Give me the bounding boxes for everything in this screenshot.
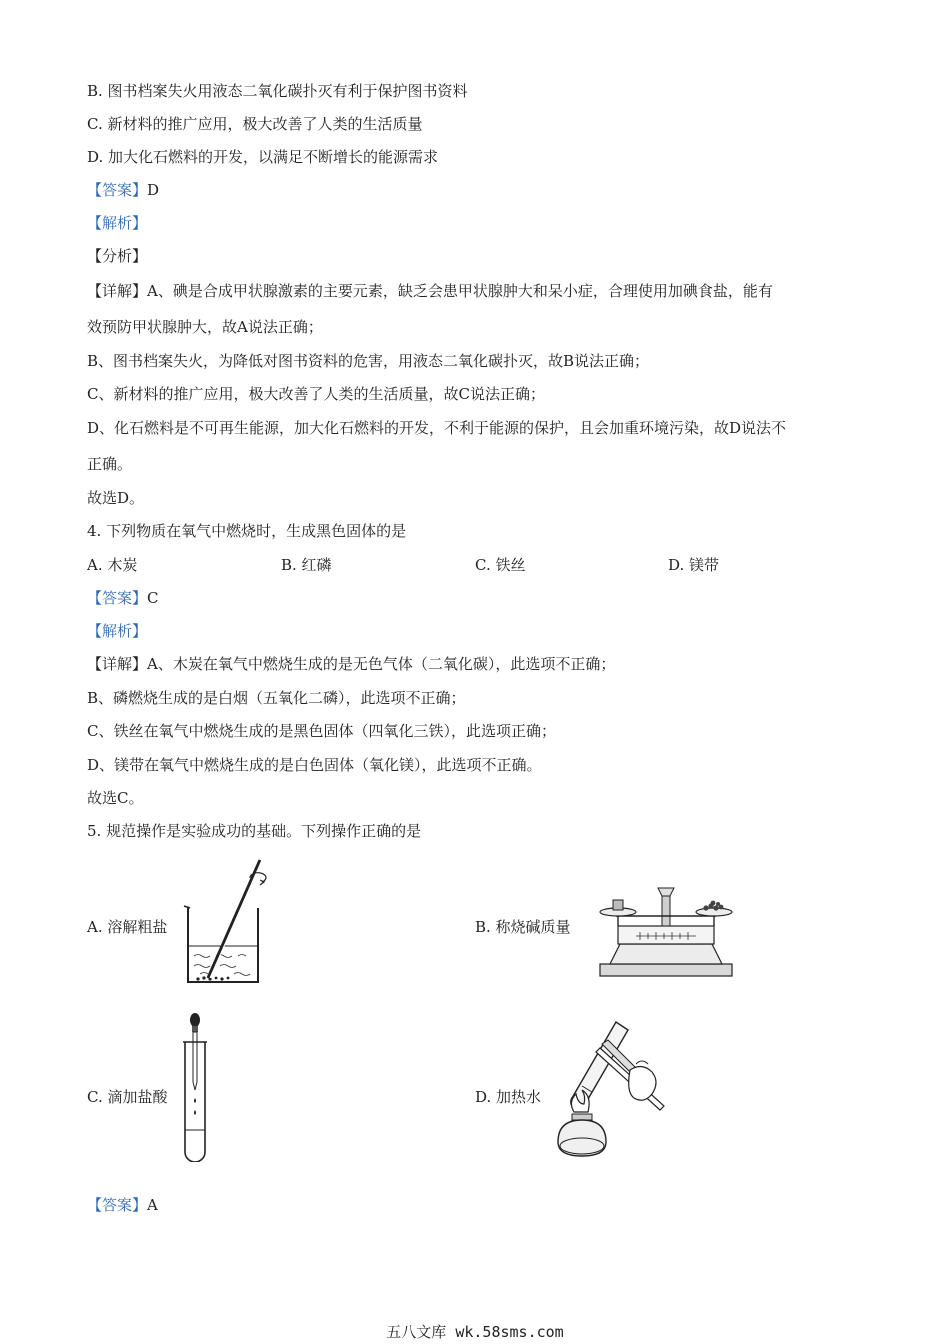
answer-tag: 【答案】 [87,589,148,607]
answer-tag: 【答案】 [87,1196,148,1214]
detail-text: A、碘是合成甲状腺激素的主要元素，缺乏会患甲状腺肿大和呆小症，合理使用加碘食盐，能有 [147,282,773,300]
q4-detail-d: D、镁带在氧气中燃烧生成的是白色固体（氧化镁），此选项不正确。 [87,756,542,774]
q4-option-a: A. 木炭 [87,556,138,574]
q5-stem: 5. 规范操作是实验成功的基础。下列操作正确的是 [87,822,422,840]
q4-detail-a [87,654,615,674]
beaker-stirring-figure [180,856,270,986]
q4-detail-b: B、磷燃烧生成的是白烟（五氧化二磷），此选项不正确； [87,689,466,707]
q4-option-d: D. 镁带 [668,556,720,574]
q3-option-c: C. 新材料的推广应用，极大改善了人类的生活质量 [87,115,423,133]
dropper-test-tube-figure [180,1012,210,1162]
q5-option-b: B. 称烧碱质量 [475,918,571,936]
q4-option-b: B. 红磷 [281,556,332,574]
q3-detail-c: C、新材料的推广应用，极大改善了人类的生活质量，故C说法正确； [87,385,545,403]
q3-fenxi-tag: 【分析】 [87,247,148,265]
q3-detail-a-line1 [87,281,773,301]
answer-value: D [147,181,160,199]
heating-test-tube-figure [552,1014,677,1164]
footer-watermark: 五八文库 wk.58sms.com [386,1323,564,1341]
q5-option-c: C. 滴加盐酸 [87,1088,168,1106]
q5-option-a: A. 溶解粗盐 [87,918,168,936]
q4-detail-c: C、铁丝在氧气中燃烧生成的是黑色固体（四氧化三铁），此选项正确； [87,722,556,740]
q4-option-c: C. 铁丝 [475,556,526,574]
answer-tag: 【答案】 [87,181,148,199]
q3-analysis-tag: 【解析】 [87,214,148,232]
q3-option-b: B. 图书档案失火用液态二氧化碳扑灭有利于保护图书资料 [87,82,468,100]
answer-value: C [147,589,159,607]
answer-value: A [147,1196,158,1214]
q3-answer [87,180,159,200]
q3-detail-a-line2: 效预防甲状腺肿大，故A说法正确； [87,318,323,336]
q5-option-d: D. 加热水 [475,1088,542,1106]
q3-option-d: D. 加大化石燃料的开发，以满足不断增长的能源需求 [87,148,439,166]
detail-tag: 【详解】 [87,655,148,673]
q3-detail-d-line2: 正确。 [87,455,133,473]
q5-answer [87,1195,158,1215]
q4-conclusion: 故选C。 [87,789,144,807]
balance-scale-figure [596,884,736,978]
detail-tag: 【详解】 [87,282,148,300]
detail-text: A、木炭在氧气中燃烧生成的是无色气体（二氧化碳），此选项不正确； [147,655,616,673]
q4-stem: 4. 下列物质在氧气中燃烧时，生成黑色固体的是 [87,522,407,540]
q4-analysis-tag: 【解析】 [87,622,148,640]
q3-conclusion: 故选D。 [87,489,145,507]
q3-detail-d-line1: D、化石燃料是不可再生能源，加大化石燃料的开发，不利于能源的保护，且会加重环境污染，故D说法不 [87,419,787,437]
q3-detail-b: B、图书档案失火，为降低对图书资料的危害，用液态二氧化碳扑灭，故B说法正确； [87,352,650,370]
q4-answer [87,588,159,608]
